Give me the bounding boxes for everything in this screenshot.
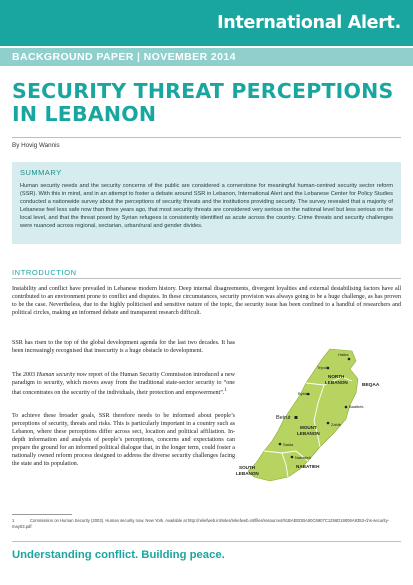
baalbek-marker [345,406,348,409]
summary-text: Human security needs and the security concerns of the public are considered a cornerstone for meaningful human-centred security sector reform (SSR). With this in mind, and in an attempt to foster a debate around SSR in Lebanon, International Alert and the Lebanese Center for Policy Studies conducted a nationwide survey about the perceptions of security threats and the institutions providing security. The survey revealed that a majority of Lebanese feel less safe now than three years ago, that most security threats are considered very serious on the national level but less serious on the local level, and that the threat posed by Syrian refugees is consistently identified as acute across the country. Crime threats and security challenges were nuanced across regional, sectarian, urban/rural and gender divides. [20,183,393,229]
title-rule [12,137,401,138]
lebanon-map [234,347,404,502]
summary-heading: SUMMARY [20,168,62,177]
north-label: NORTH [328,374,345,379]
introduction-paragraph-3: To achieve these broader goals, SSR therefore needs to be informed about people’s perceptions of security, threats and risks. This is particularly important in a country such as Lebanon, where these perceptions differ across sect, location and political affiliation. In-depth information and analysis of people’s perceptions, concerns and expectations can prepare the ground for an informed political dialogue that, in the longer term, could foster a nationally owned reform process designed to address the diverse security challenges facing the state and its population. [12,413,235,467]
footnote-text[interactable]: Commission on Human Security (2003). Human security now. New York. Available at http://reliefweb.int/sites/reliefweb.int/files/resources/91BAEEDBA50C6907C1256D19006A9353-chs-security-may03.pdf [12,518,390,529]
para2-prefix: The 2003 [12,372,37,378]
nabatieh-town-label: Nabatieh [295,455,312,460]
footnote [12,518,401,530]
summary-box [12,162,401,244]
footnote-rule [12,514,72,515]
byline: By Hovig Wannis [12,142,60,149]
title-line-2: IN LEBANON [12,102,157,126]
title-line-1: SECURITY THREAT PERCEPTIONS [12,79,394,103]
introduction-paragraph-0: Instability and conflict have prevailed in Lebanese modern history. Deep internal disagreements, divergent loyalties and external destabilising factors have all contributed to an environment prone to conflict and disputes. In these circumstances, security provision was always going to be a huge challenge, as has proven to be the case. Nevertheless, due to the highly politicised and sensitive nature of the topic, the security issue has been confined to a handful of researchers and political circles, making an informed debate and transparent research difficult. [12,286,401,316]
halba-label: Halba [338,352,349,357]
introduction-rule [12,278,401,279]
north-lebanon-label: LEBANON [325,380,348,385]
introduction-paragraph-1: SSR has risen to the top of the global development agenda for the last two decades. It has been increasingly recognised that insecurity is a huge obstacle to development. [12,340,235,354]
map-land [248,349,358,481]
tripoli-label: Tripoli [317,365,328,370]
south-label: SOUTH [239,465,256,470]
footer-rule [12,541,401,542]
introduction-heading: INTRODUCTION [12,268,77,277]
halba-marker [348,358,351,361]
beirut-marker [295,416,298,419]
footer-tagline: Understanding conflict. Building peace. [12,549,225,561]
beirut-label: Beirut [276,415,291,421]
nabatieh-marker [291,456,294,459]
para2-report-title: Human security now [36,372,87,378]
logo-dot: . [394,13,401,33]
international-alert-logo [217,13,401,33]
beqaa-label: BEQAA [362,383,380,388]
mount-label: MOUNT [300,425,317,430]
mount-lebanon-label: LEBANON [297,431,320,436]
logo-word: International [217,13,342,33]
byblos-label: Byblos [298,391,311,396]
logo-word-2: Alert [347,13,395,33]
introduction-paragraph-2 [12,371,235,397]
zahle-marker [327,422,330,425]
zahle-label: Zahlé [331,422,342,427]
saida-marker [279,443,282,446]
saida-label: Saida [283,442,294,447]
baalbek-label: Baalbek [349,404,364,409]
document-kicker: BACKGROUND PAPER | NOVEMBER 2014 [12,51,236,63]
footnote-ref[interactable]: 1 [224,388,227,393]
footnote-number: 1 [12,518,15,523]
south-lebanon-label: LEBANON [236,471,259,476]
document-title [12,80,402,126]
para2-body: report of the Human Security Commission introduced a new paradigm to security, which moves away from the traditional state-sector security to “one that concentrates on the security of the individuals, their protection and empowerment”. [12,372,235,397]
nabatieh-label: NABATIEH [296,464,320,469]
